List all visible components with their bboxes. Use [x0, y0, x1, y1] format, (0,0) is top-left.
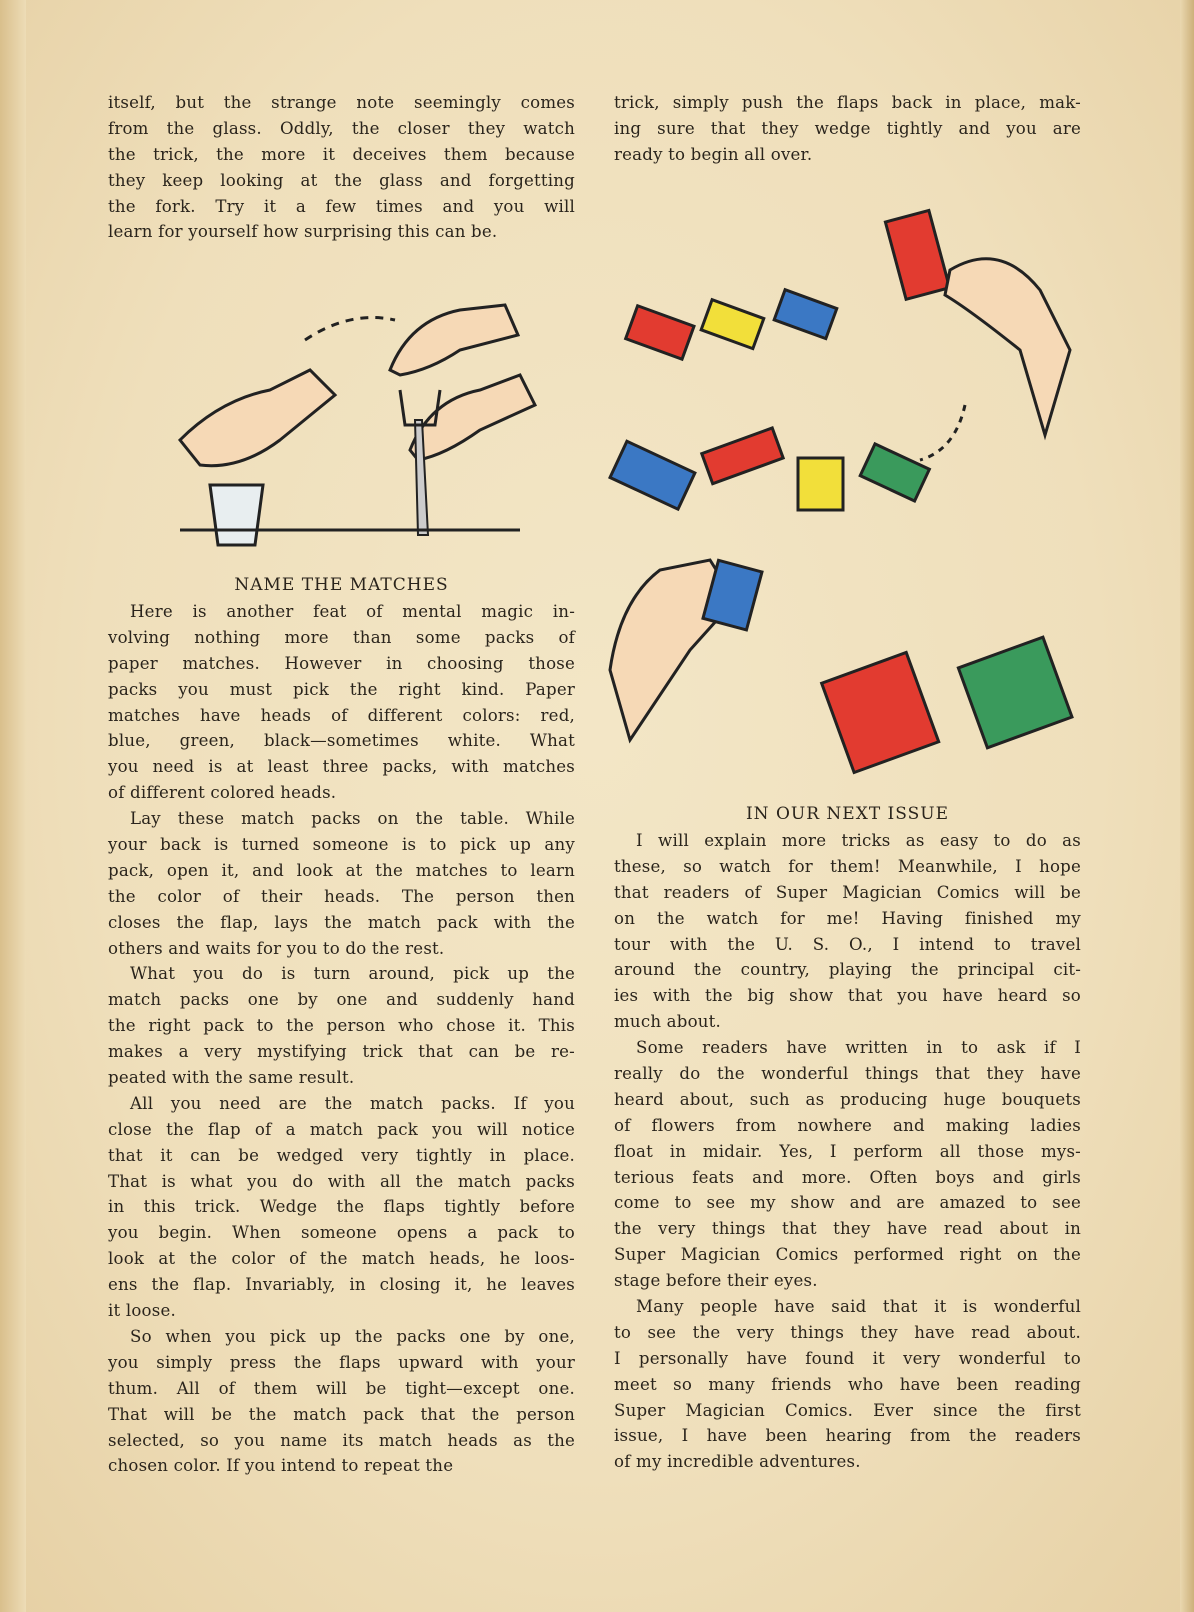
- hand-top-icon: [390, 305, 518, 375]
- match-pack-red-icon: [626, 306, 694, 359]
- text-line: float in midair. Yes, I perform all those mys-: [614, 1141, 1081, 1161]
- text-line: tour with the U. S. O., I intend to travel: [614, 934, 1081, 954]
- match-pack-yellow-icon: [701, 300, 764, 349]
- text-line: Some readers have written in to ask if I: [636, 1038, 1081, 1058]
- text-line: the right pack to the person who chose it. This: [108, 1016, 575, 1036]
- text-line: I personally have found it very wonderful to: [614, 1348, 1081, 1368]
- text-line: itself, but the strange note seemingly comes: [108, 93, 575, 112]
- text-line: That is what you do with all the match packs: [108, 1171, 575, 1191]
- text-line: you begin. When someone opens a pack to: [108, 1223, 575, 1243]
- text-line: Lay these match packs on the table. While: [130, 809, 575, 829]
- dashed-path: [305, 318, 395, 341]
- fork-glass-illustration: [160, 290, 540, 560]
- text-line: trick, simply push the flaps back in place, mak-: [614, 93, 1081, 112]
- hand-right-icon: [410, 375, 535, 460]
- section-heading: IN OUR NEXT ISSUE: [745, 804, 950, 824]
- text-line: around the country, playing the principal cit-: [614, 960, 1081, 980]
- text-line: blue, green, black—sometimes white. What: [108, 731, 575, 751]
- text-line: ens the flap. Invariably, in closing it, he leaves: [108, 1275, 575, 1295]
- right-intro-text: [614, 90, 1081, 168]
- text-line: much about.: [614, 1012, 722, 1032]
- text-line: these, so watch for them! Meanwhile, I hope: [614, 856, 1081, 876]
- match-pack-big-green-icon: [958, 637, 1072, 748]
- text-line: it loose.: [108, 1301, 176, 1321]
- match-pack-blue-icon: [774, 290, 837, 339]
- text-line: ies with the big show that you have heard so: [614, 986, 1081, 1006]
- text-line: terious feats and more. Often boys and girls: [614, 1167, 1081, 1187]
- text-line: close the flap of a match pack you will notice: [108, 1119, 575, 1139]
- text-line: Super Magician Comics performed right on the: [614, 1245, 1081, 1265]
- text-line: heard about, such as producing huge bouquets: [614, 1089, 1081, 1109]
- text-line: matches have heads of different colors: red,: [108, 705, 575, 725]
- text-line: come to see my show and are amazed to see: [614, 1193, 1081, 1213]
- text-line: look at the color of the match heads, he loos-: [108, 1249, 575, 1269]
- text-line: paper matches. However in choosing those: [108, 653, 575, 673]
- text-line: meet so many friends who have been reading: [614, 1374, 1081, 1394]
- text-line: Super Magician Comics. Ever since the first: [614, 1400, 1081, 1420]
- text-line: stage before their eyes.: [614, 1271, 818, 1291]
- right-main-text: [614, 802, 1081, 1475]
- text-line: others and waits for you to do the rest.: [108, 938, 445, 958]
- text-line: of different colored heads.: [108, 783, 337, 803]
- text-line: your back is turned someone is to pick up any: [108, 835, 575, 855]
- text-line: they keep looking at the glass and forgetting: [108, 170, 575, 190]
- match-packs-illustration: [600, 200, 1090, 800]
- page-edge-right: [1180, 0, 1194, 1612]
- text-line: What you do is turn around, pick up the: [130, 964, 575, 984]
- match-pack-big-red-icon: [822, 652, 939, 772]
- text-line: ing sure that they wedge tightly and you are: [614, 118, 1081, 138]
- text-line: you need is at least three packs, with matches: [108, 757, 575, 777]
- text-line: So when you pick up the packs one by one,: [130, 1326, 575, 1346]
- text-line: the color of their heads. The person then: [108, 886, 575, 906]
- page-edge-left: [0, 0, 26, 1612]
- text-line: really do the wonderful things that they have: [614, 1064, 1081, 1084]
- text-line: volving nothing more than some packs of: [108, 627, 575, 647]
- left-main-text: [108, 573, 575, 1479]
- text-line: in this trick. Wedge the flaps tightly before: [108, 1197, 575, 1217]
- text-line: That will be the match pack that the person: [108, 1404, 575, 1424]
- hand-left-icon: [180, 370, 335, 466]
- text-line: issue, I have been hearing from the readers: [614, 1426, 1081, 1446]
- text-line: to see the very things they have read about.: [614, 1322, 1081, 1342]
- text-line: chosen color. If you intend to repeat the: [108, 1456, 454, 1476]
- text-line: match packs one by one and suddenly hand: [108, 990, 575, 1010]
- match-pack-red-2-icon: [702, 428, 783, 484]
- text-line: packs you must pick the right kind. Paper: [108, 679, 575, 699]
- text-line: of my incredible adventures.: [614, 1452, 861, 1472]
- text-line: pack, open it, and look at the matches to learn: [108, 860, 575, 880]
- match-pack-blue-2-icon: [610, 441, 695, 509]
- text-line: the trick, the more it deceives them because: [108, 144, 575, 164]
- text-line: you simply press the flaps upward with your: [108, 1352, 575, 1372]
- text-line: All you need are the match packs. If you: [130, 1093, 575, 1113]
- text-line: makes a very mystifying trick that can be re-: [108, 1042, 575, 1062]
- text-line: on the watch for me! Having finished my: [614, 908, 1081, 928]
- text-line: peated with the same result.: [108, 1068, 355, 1088]
- text-line: Here is another feat of mental magic in-: [130, 602, 575, 621]
- left-intro-text: [108, 90, 575, 245]
- text-line: Many people have said that it is wonderful: [636, 1297, 1081, 1317]
- text-line: closes the flap, lays the match pack with the: [108, 912, 575, 932]
- text-line: I will explain more tricks as easy to do as: [636, 831, 1081, 850]
- match-pack-yellow-2-icon: [798, 458, 843, 510]
- text-line: thum. All of them will be tight—except one.: [108, 1378, 575, 1398]
- section-heading: NAME THE MATCHES: [234, 575, 449, 595]
- match-pack-held-red-icon: [885, 210, 949, 299]
- match-pack-green-icon: [860, 444, 929, 501]
- text-line: the fork. Try it a few times and you will: [108, 196, 575, 216]
- text-line: the very things that they have read about in: [614, 1219, 1081, 1239]
- text-line: that it can be wedged very tightly in place.: [108, 1145, 575, 1165]
- text-line: of flowers from nowhere and making ladies: [614, 1115, 1081, 1135]
- dashed-arrow: [920, 405, 965, 460]
- text-line: that readers of Super Magician Comics will be: [614, 882, 1081, 902]
- text-line: from the glass. Oddly, the closer they watch: [108, 118, 575, 138]
- text-line: ready to begin all over.: [614, 144, 813, 164]
- glass-icon: [210, 485, 263, 545]
- text-line: learn for yourself how surprising this can be.: [108, 222, 498, 242]
- text-line: selected, so you name its match heads as the: [108, 1430, 575, 1450]
